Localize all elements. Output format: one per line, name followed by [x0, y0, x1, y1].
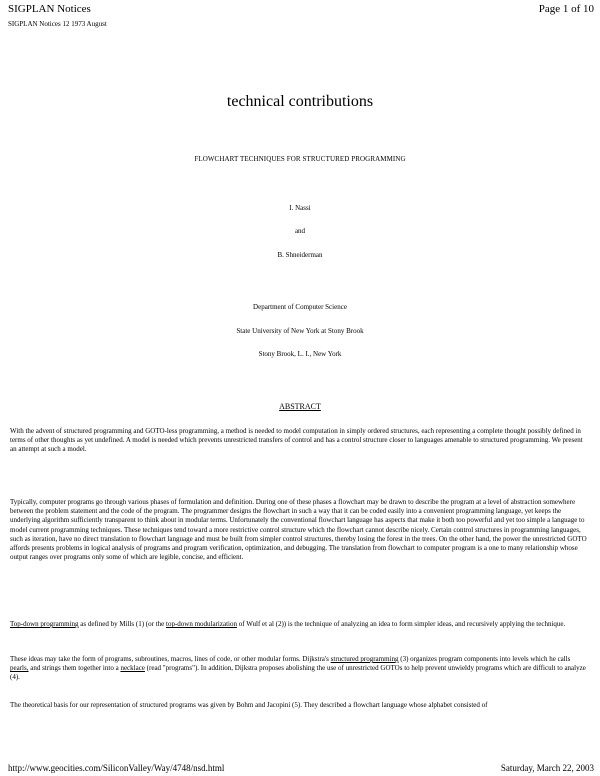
body-text: and strings them together into a	[28, 664, 121, 673]
author-shneiderman: B. Shneiderman	[277, 251, 323, 259]
term-pearls: pearls,	[10, 664, 29, 673]
page-indicator: Page 1 of 10	[538, 3, 594, 15]
body-text: as defined by Mills (1) (or the	[78, 620, 167, 628]
term-top-down-modularization: top-down modularization	[166, 620, 237, 628]
abstract-text: With the advent of structured programming and GOTO-less programming, a method is needed to model computation in simply ordered structures, each representing a complete thought possibly defined in terms of other thoughts as yet undefined. A model is needed which prevents unrestricted transfers of control and has a control structure closer to languages amenable to structured programming. We present an attempt at such a model.	[10, 427, 583, 454]
source-url: http://www.geocities.com/SiliconValley/Way/4748/nsd.html	[8, 763, 225, 773]
paper-title: FLOWCHART TECHNIQUES FOR STRUCTURED PROGRAMMING	[194, 155, 406, 163]
section-heading: technical contributions	[226, 93, 374, 110]
body-text: (3) organizes program components into levels which he calls	[398, 655, 571, 663]
author-conjunction: and	[294, 227, 306, 235]
body-paragraph-3	[10, 655, 590, 683]
print-date: Saturday, March 22, 2003	[500, 763, 594, 773]
author-nassi: I. Nassi	[289, 204, 311, 212]
abstract-heading: ABSTRACT	[279, 402, 321, 411]
affiliation-location: Stony Brook, L. I., New York	[258, 350, 342, 358]
body-paragraph-1: Typically, computer programs go through various phases of formulation and definition. During one of these phases a flowchart may be drawn to describe the program at a level of abstraction somewhere between the problem statement and the code of the program. The programmer designs the flowchart in such a way that it can be coded easily into a convenient programming language, yet keeps the underlying algorithm sufficiently transparent to think about in modular terms. Unfortunately the conventional flowchart language has aspects that make it both too powerful and yet too simple a language to model current programming techniques. These techniques tend toward a more restrictive control structure which the flowchart cannot describe nicely. Certain control structures in programming languages, such as iteration, have no direct translation to flowchart language and must be built from simpler control structures, thereby losing the forest in the trees. On the other hand, the power the unrestricted GOTO affords presents problems in logical analysis of programs and program verification, optimization, and debugging. The translation from flowchart to computer program is a one to many relationship whose output ranges over programs only some of which are legible, concise, and efficient.	[10, 498, 587, 562]
journal-name: SIGPLAN Notices	[8, 3, 91, 15]
body-paragraph-4: The theoretical basis for our representation of structured programs was given by Bohm and Jacopini (5). They described a flowchart language whose alphabet consisted of	[10, 701, 488, 709]
affiliation-university: State University of New York at Stony Brook	[236, 327, 364, 335]
term-necklace: necklace	[120, 664, 145, 673]
body-text: of Wulf et al (2)) is the technique of analyzing an idea to form simpler ideas, and recursively applying the technique.	[236, 620, 566, 628]
body-paragraph-2	[10, 620, 590, 629]
term-top-down-programming: Top-down programming	[10, 620, 79, 628]
term-structured-programming: structured programming	[330, 655, 399, 663]
affiliation-department: Department of Computer Science	[253, 303, 347, 311]
issue-info: SIGPLAN Notices 12 1973 August	[8, 20, 107, 28]
body-text: (read "programs"). In addition, Dijkstra proposes abolishing the use of unrestricted GOTOs to help prevent unwieldy programs which are difficult to analyze (4).	[10, 664, 586, 682]
body-text: These ideas may take the form of programs, subroutines, macros, lines of code, or other modular forms. Dijkstra's	[10, 655, 331, 663]
